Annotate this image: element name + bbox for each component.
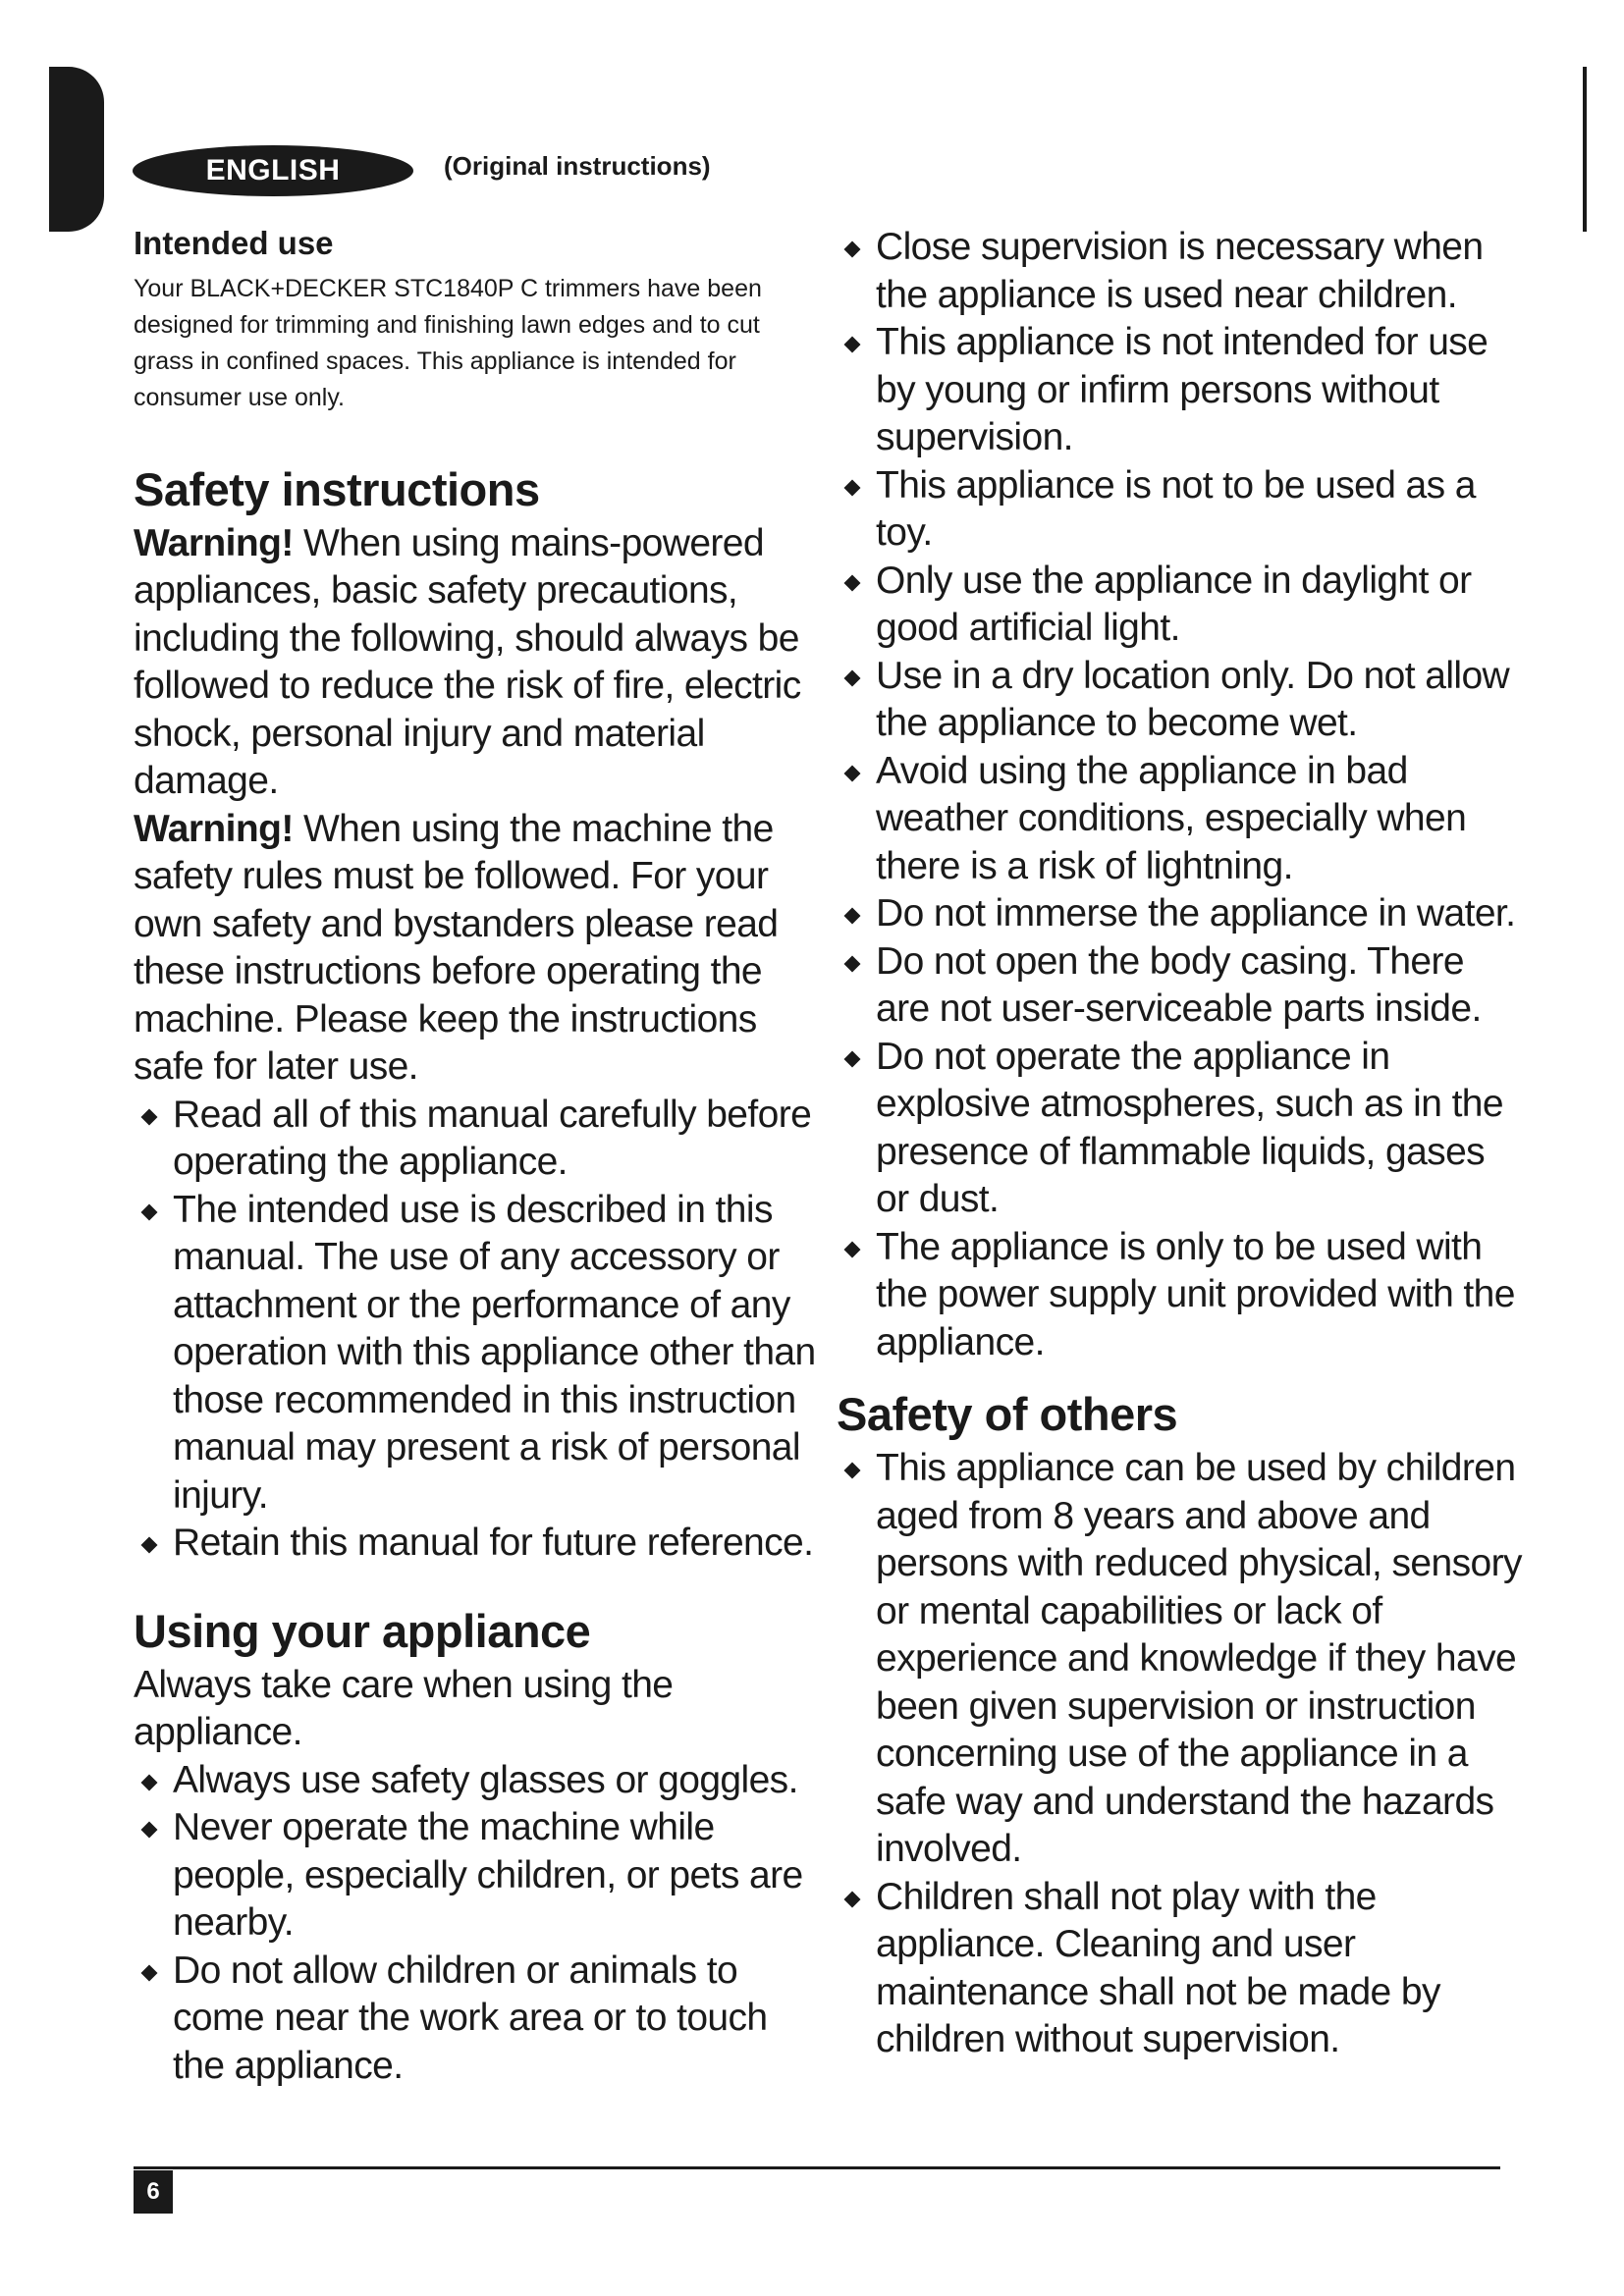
diamond-bullet-icon	[844, 574, 861, 591]
diamond-bullet-icon	[844, 241, 861, 258]
diamond-bullet-icon	[844, 1241, 861, 1257]
diamond-bullet-icon	[844, 479, 861, 496]
list-item: Use in a dry location only. Do not allow the appliance to become wet.	[837, 653, 1524, 748]
list-item: Children shall not play with the appliance. Cleaning and user maintenance shall not be made by children without supervision.	[837, 1874, 1524, 2064]
list-item: The intended use is described in this manual. The use of any accessory or attachment or the performance of any operation with this appliance other than those recommended in this instruction manual may present a risk of personal injury.	[134, 1187, 821, 1521]
diamond-bullet-icon	[141, 1774, 158, 1790]
list-item: Avoid using the appliance in bad weather conditions, especially when there is a risk of lightning.	[837, 748, 1524, 891]
list-item: Close supervision is necessary when the appliance is used near children.	[837, 224, 1524, 319]
warning-label: Warning!	[134, 521, 294, 564]
intended-use-title: Intended use	[134, 225, 334, 261]
diamond-bullet-icon	[844, 1463, 861, 1479]
diamond-bullet-icon	[844, 765, 861, 781]
language-badge: ENGLISH	[133, 145, 413, 196]
list-item: Do not immerse the appliance in water.	[837, 890, 1524, 938]
diamond-bullet-icon	[844, 955, 861, 972]
list-item: Never operate the machine while people, especially children, or pets are nearby.	[134, 1804, 821, 1948]
diamond-bullet-icon	[844, 908, 861, 925]
using-appliance-title: Using your appliance	[134, 1604, 591, 1657]
edge-tab-marker	[49, 67, 104, 232]
diamond-bullet-icon	[141, 1822, 158, 1839]
diamond-bullet-icon	[141, 1203, 158, 1220]
list-item: Retain this manual for future reference.	[134, 1520, 821, 1568]
right-edge-rule	[1583, 67, 1587, 232]
list-item: Always use safety glasses or goggles.	[134, 1757, 821, 1805]
warning-text: When using mains-powered appliances, basic safety precautions, including the following, should always be followed to reduce the risk of fire, electric shock, personal injury and material damage.	[134, 521, 801, 803]
safety-of-others-title: Safety of others	[837, 1388, 1178, 1440]
safety-rules-list	[837, 224, 1524, 1366]
using-appliance-intro: Always take care when using the appliance.	[134, 1663, 674, 1754]
warning-paragraph-2	[134, 806, 821, 1092]
safety-of-others-list	[837, 1445, 1524, 2064]
warning-text: When using the machine the safety rules must be followed. For your own safety and bystanders please read these instructions before operating the machine. Please keep the instructions safe for later use.	[134, 807, 779, 1089]
warning-paragraph-1	[134, 520, 821, 806]
footer-divider	[134, 2166, 1500, 2169]
list-item: Do not operate the appliance in explosive atmospheres, such as in the presence of flammable liquids, gases or dust.	[837, 1034, 1524, 1224]
warning-label: Warning!	[134, 807, 294, 850]
using-appliance-list	[134, 1757, 821, 2091]
right-column	[837, 224, 1524, 2064]
list-item: This appliance is not to be used as a toy.	[837, 462, 1524, 558]
diamond-bullet-icon	[141, 1964, 158, 1981]
list-item: Do not open the body casing. There are not user-serviceable parts inside.	[837, 938, 1524, 1034]
diamond-bullet-icon	[844, 1891, 861, 1907]
left-column	[134, 224, 821, 2090]
list-item: Do not allow children or animals to come near the work area or to touch the appliance.	[134, 1948, 821, 2091]
safety-instructions-list	[134, 1092, 821, 1568]
list-item: Read all of this manual carefully before operating the appliance.	[134, 1092, 821, 1187]
list-item: This appliance is not intended for use by young or infirm persons without supervision.	[837, 319, 1524, 462]
list-item: This appliance can be used by children aged from 8 years and above and persons with reduced physical, sensory or mental capabilities or lack of experience and knowledge if they have been given supervision or instruction concerning use of the appliance in a safe way and understand the hazards involved.	[837, 1445, 1524, 1874]
list-item: Only use the appliance in daylight or good artificial light.	[837, 558, 1524, 653]
intended-use-text: Your BLACK+DECKER STC1840P C trimmers have been designed for trimming and finishing lawn edges and to cut grass in confined spaces. This appliance is intended for consumer use only.	[134, 274, 762, 411]
list-item: The appliance is only to be used with the power supply unit provided with the appliance.	[837, 1224, 1524, 1367]
diamond-bullet-icon	[844, 669, 861, 686]
safety-instructions-title: Safety instructions	[134, 462, 540, 515]
diamond-bullet-icon	[141, 1108, 158, 1125]
original-instructions-note: (Original instructions)	[444, 151, 711, 181]
diamond-bullet-icon	[141, 1537, 158, 1554]
diamond-bullet-icon	[844, 337, 861, 353]
diamond-bullet-icon	[844, 1050, 861, 1067]
page-number: 6	[134, 2170, 173, 2214]
